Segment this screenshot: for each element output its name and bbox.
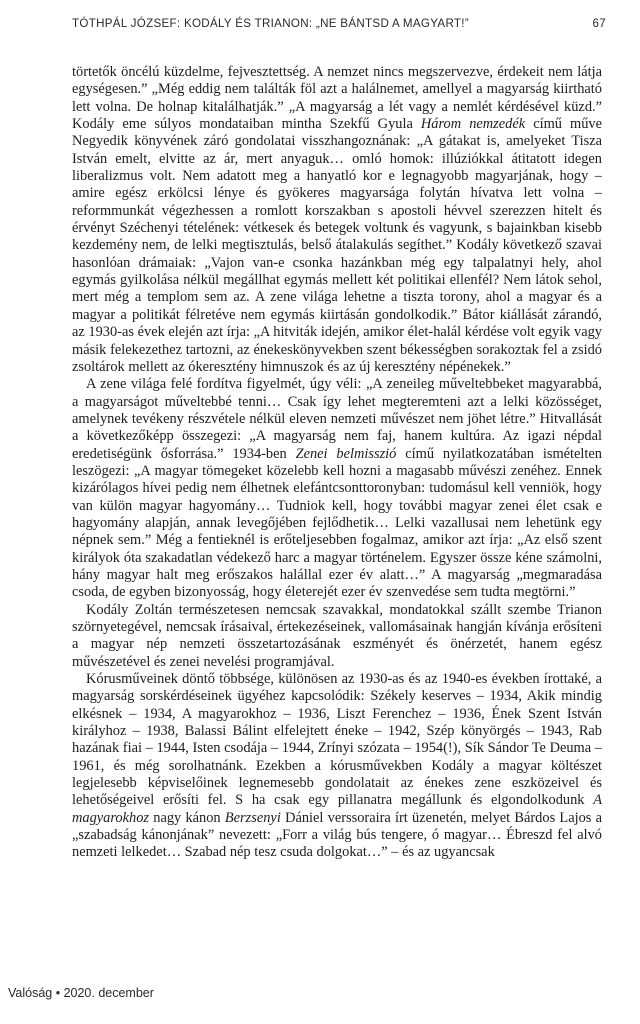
article-body [72, 64, 602, 862]
italic-title: Berzsenyi [224, 809, 281, 826]
text-run: törtetők öncélú küzdelme, fejvesztettség. A nemzet nincs megszervezve, érdekeit nem látja egységesen.” „Még eddig nem találták föl azt a halálnemet, amellyel a magyarság kiirtható lett volna. De holnap kitalálhatják.” „A magyarság a lét vagy a nemlét kérdésével küzd.” Kodály eme súlyos mondataiban mintha Szekfű Gyula [72, 64, 602, 133]
paragraph [72, 64, 602, 376]
italic-title: A magyarokhoz [72, 792, 602, 826]
text-run: nagy kánon [149, 809, 225, 826]
italic-title: Három nemzedék [420, 116, 526, 133]
text-run: Kodály Zoltán természetesen nemcsak szavakkal, mondatokkal szállt szembe Trianon szörnyetegével, nemcsak írásaival, értekezéseinek, vallomásainak hangján kívánja erősíteni a magyar nép nemzeti összetartozásának eszményét és önérzetét, hanem egész művészetével és zenei nevelési programjával. [72, 601, 602, 670]
page-number: 67 [592, 17, 606, 30]
text-run: A zene világa felé fordítva figyelmét, úgy véli: „A zeneileg műveltebbeket magyarabbá, a magyarságot műveltebbé tenni… Csak így lehet megteremteni azt a lelki közösséget, amelynek tevékeny részvétele nélkül eleven nemzeti művészet nem jöhet létre.” Hitvallását a következőképp összegezi: „A magyarság nem faj, hanem kultúra. Az igazi népdal eredetiségünk ősforrása.” 1934-ben [72, 376, 602, 462]
page-header [72, 17, 606, 37]
text-run: Kórusműveinek döntő többsége, különösen az 1930-as és az 1940-es években írottaké, a magyarság sorskérdéseinek ügyéhez kapcsolódik: Székely keserves – 1934, Akik mindig elkésnek – 1934, A magyarokhoz – 1936, Liszt Ferenchez – 1936, Ének Szent István királyhoz – 1938, Balassi Bálint elfelejtett éneke – 1942, Szép könyörgés – 1943, Rab hazának fiai – 1944, Isten csodája – 1944, Zrínyi szózata – 1954(!), Sík Sándor Te Deuma – 1961, és még sorolhatnánk. Ezekben a kórusművekben Kodály a magyar költészet legjelesebb képviselőinek legnemesebb gondolatait az énekes zene eszközeivel és lehetőségeivel erősíti fel. S ha csak egy pillanatra megállunk és elgondolkodunk [72, 671, 602, 809]
paragraph [72, 376, 602, 601]
paragraph [72, 671, 602, 862]
italic-title: Zenei belmisszió [295, 445, 397, 462]
text-run: című nyilatkozatában ismételten leszögezi: „A magyar tömegeket közelebb kell hozni a magasabb művészi zenéhez. Ennek kizárólagos hívei pedig nem élhetnek elefántcsonttoronyban: tudomásul kell venniök, hogy van külön magyar hagyomány… Tudniok kell, hogy további magyar zenei élet csak e hagyomány alapján, annak levegőjében fejlődhetik… Lelki vazallusai nem lehetünk egy népnek sem.” Még a fentieknél is erőteljesebben fogalmaz, amikor azt írja: „Az első szent királyok óta szakadatlan védekező harc a magyar történelem. Egyszer össze kéne számolni, hány magyar halt meg erőszakos halállal ezer év alatt…” A magyarság „megmaradása csoda, de egyben bizonyosság, hogy életerejét ezer év szenvedése sem tudta megtörni.” [72, 445, 602, 601]
paragraph [72, 602, 602, 671]
text-run: című műve Negyedik könyvének záró gondolatai visszhangoznának: „A gátakat is, amelyeket Tisza István emelt, elvitte az ár, mert anyaguk… omló homok: illúziókkal átitatott idegen liberalizmus volt. Nem adatott meg a hanyatló kor e legnagyobb magyarjának, hogy – amire egész erkölcsi lénye és gyökeres magyarsága folytán hívatva lett volna – reformmunkát végezhessen a romlott korszakban s apostoli hévvel szerezzen hitelt és érvényt Széchenyi tételének: vétkesek és betegek voltunk és vagyunk, s bajainkban kisebb kezdemény nem, de lelki megtisztulás, belső átalakulás segíthet.” Kodály következő szavai hasonlóan drámaiak: „Vajon van-e csonka hazánkban még egy talpalatnyi hely, ahol egymás gyilkolása nélkül megállhat egymás mellett két politikai ellenfél? Nem látok sehol, mert még a templom sem az. A zene világa lehetne a tiszta torony, ahol a magyar és a magyar a politikát félretéve nem egymás kiirtásán gondolkodik.” Bátor kiállását zárandó, az 1930-as évek elején azt írja: „A hitviták idején, amikor élet-halál kérdése volt egyik vagy másik felekezethez tartozni, az énekeskönyvekben szent békességben sorakoztak fel a zsidó zsoltárok mellett az ókeresztény himnuszok és az új keresztény népénekek.” [72, 116, 602, 375]
text-run: Dániel verssoraira írt üzenetén, melyet Bárdos Lajos a „szabadság kánonjának” nevezett: „Forr a világ bús tengere, ó magyar… Ébreszd fel alvó nemzeti lelkedet… Szabad nép tesz csuda dolgokat…” – és az ugyancsak [72, 809, 603, 861]
page-footer: Valóság • 2020. december [8, 986, 154, 1000]
running-head: TÓTHPÁL JÓZSEF: KODÁLY ÉS TRIANON: „NE BÁNTSD A MAGYART!” [72, 17, 469, 30]
